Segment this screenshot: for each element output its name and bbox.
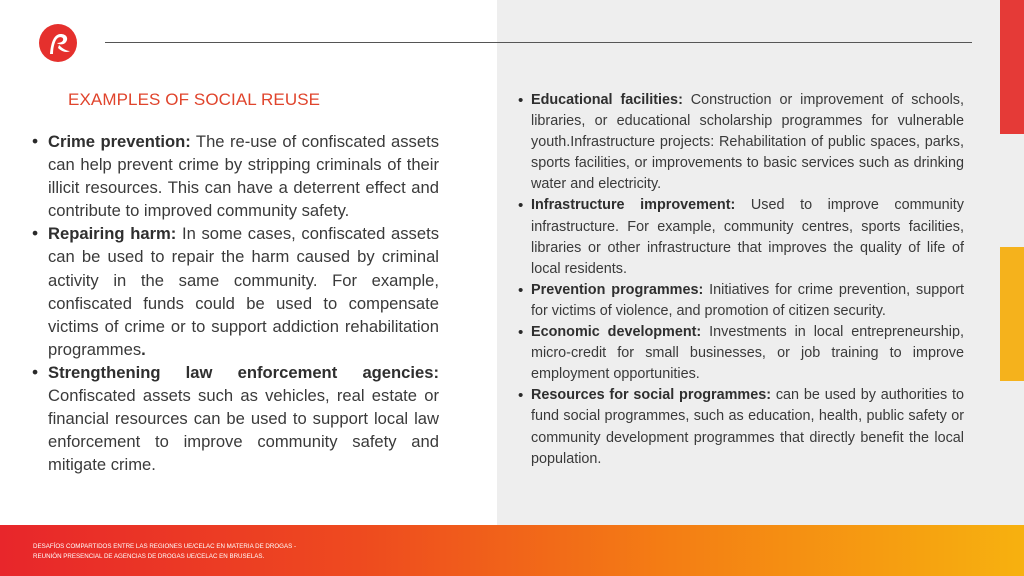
footer-text: [33, 542, 296, 561]
bullet-icon: •: [518, 281, 524, 299]
item-text: Initiatives for crime prevention, support for victims of violence, and promotion of citizen security.: [531, 281, 964, 319]
list-item: [32, 222, 439, 361]
item-text: The re-use of confiscated assets can help prevent crime by stripping criminals of their illicit resources. This can have a deterrent effect and contribute to improved community safety.: [48, 132, 439, 221]
bullet-icon: •: [32, 131, 39, 151]
list-item: [32, 361, 439, 476]
item-tail: .: [141, 339, 146, 359]
footer-line-1: DESAFÍOS COMPARTIDOS ENTRE LAS REGIONES UE/CELAC EN MATERIA DE DROGAS -: [33, 543, 297, 550]
item-term: Educational facilities:: [531, 92, 683, 108]
bullet-icon: •: [518, 92, 524, 109]
item-term: Infrastructure improvement:: [531, 197, 736, 214]
item-text: In some cases, confiscated assets can be used to repair the harm caused by criminal activity in the same community. For example, confiscated funds could be used to compensate victims of crime or to support addiction rehabilitation programmes: [48, 224, 439, 359]
brand-logo-icon: [39, 24, 77, 62]
item-term: Resources for social programmes:: [531, 387, 772, 404]
list-item: [518, 385, 965, 469]
item-term: Economic development:: [531, 324, 702, 341]
left-bullet-list: [32, 130, 439, 476]
accent-bar-yellow: [1000, 247, 1024, 381]
item-term: Repairing harm:: [48, 224, 177, 244]
item-text: Construction or improvement of schools, libraries, or educational scholarship programmes for vulnerable youth.Infrastructure projects: Rehabilitation of public spaces, parks, sports facilities, or improvements to basic services such as drinking water and electricity.: [531, 92, 964, 193]
bullet-icon: •: [518, 387, 524, 405]
accent-bar-red: [1000, 0, 1024, 134]
section-title: EXAMPLES OF SOCIAL REUSE: [68, 90, 321, 109]
footer-bar: [0, 525, 1024, 576]
list-item: [518, 322, 965, 385]
list-item: [518, 280, 964, 322]
item-term: Crime prevention:: [48, 132, 191, 151]
list-item: [32, 130, 439, 222]
footer-line-2: REUNIÓN PRESENCIAL DE AGENCIAS DE DROGAS UE/CELAC EN BRUSELAS.: [33, 552, 265, 560]
item-text: Used to improve community infrastructure. For example, community centres, sports facilities, libraries or other infrastructure that improves the quality of life of local residents.: [531, 197, 965, 277]
header-divider: [105, 42, 972, 43]
bullet-icon: •: [32, 223, 39, 244]
bullet-icon: •: [518, 324, 524, 342]
list-item: [518, 90, 964, 195]
item-term: Prevention programmes:: [531, 281, 704, 298]
bullet-icon: •: [518, 197, 524, 215]
item-text: Investments in local entrepreneurship, micro-credit for small businesses, or job training to improve employment opportunities.: [531, 324, 965, 383]
item-term: Strengthening law enforcement agencies:: [48, 362, 439, 382]
item-text: can be used by authorities to fund social programmes, such as education, health, public safety or community development programmes that directly benefit the local population.: [531, 387, 965, 467]
list-item: [518, 195, 965, 279]
item-text: Confiscated assets such as vehicles, real estate or financial resources can be used to support local law enforcement to improve community safety and mitigate crime.: [48, 386, 439, 475]
bullet-icon: •: [32, 361, 39, 382]
right-bullet-list: [518, 90, 965, 470]
